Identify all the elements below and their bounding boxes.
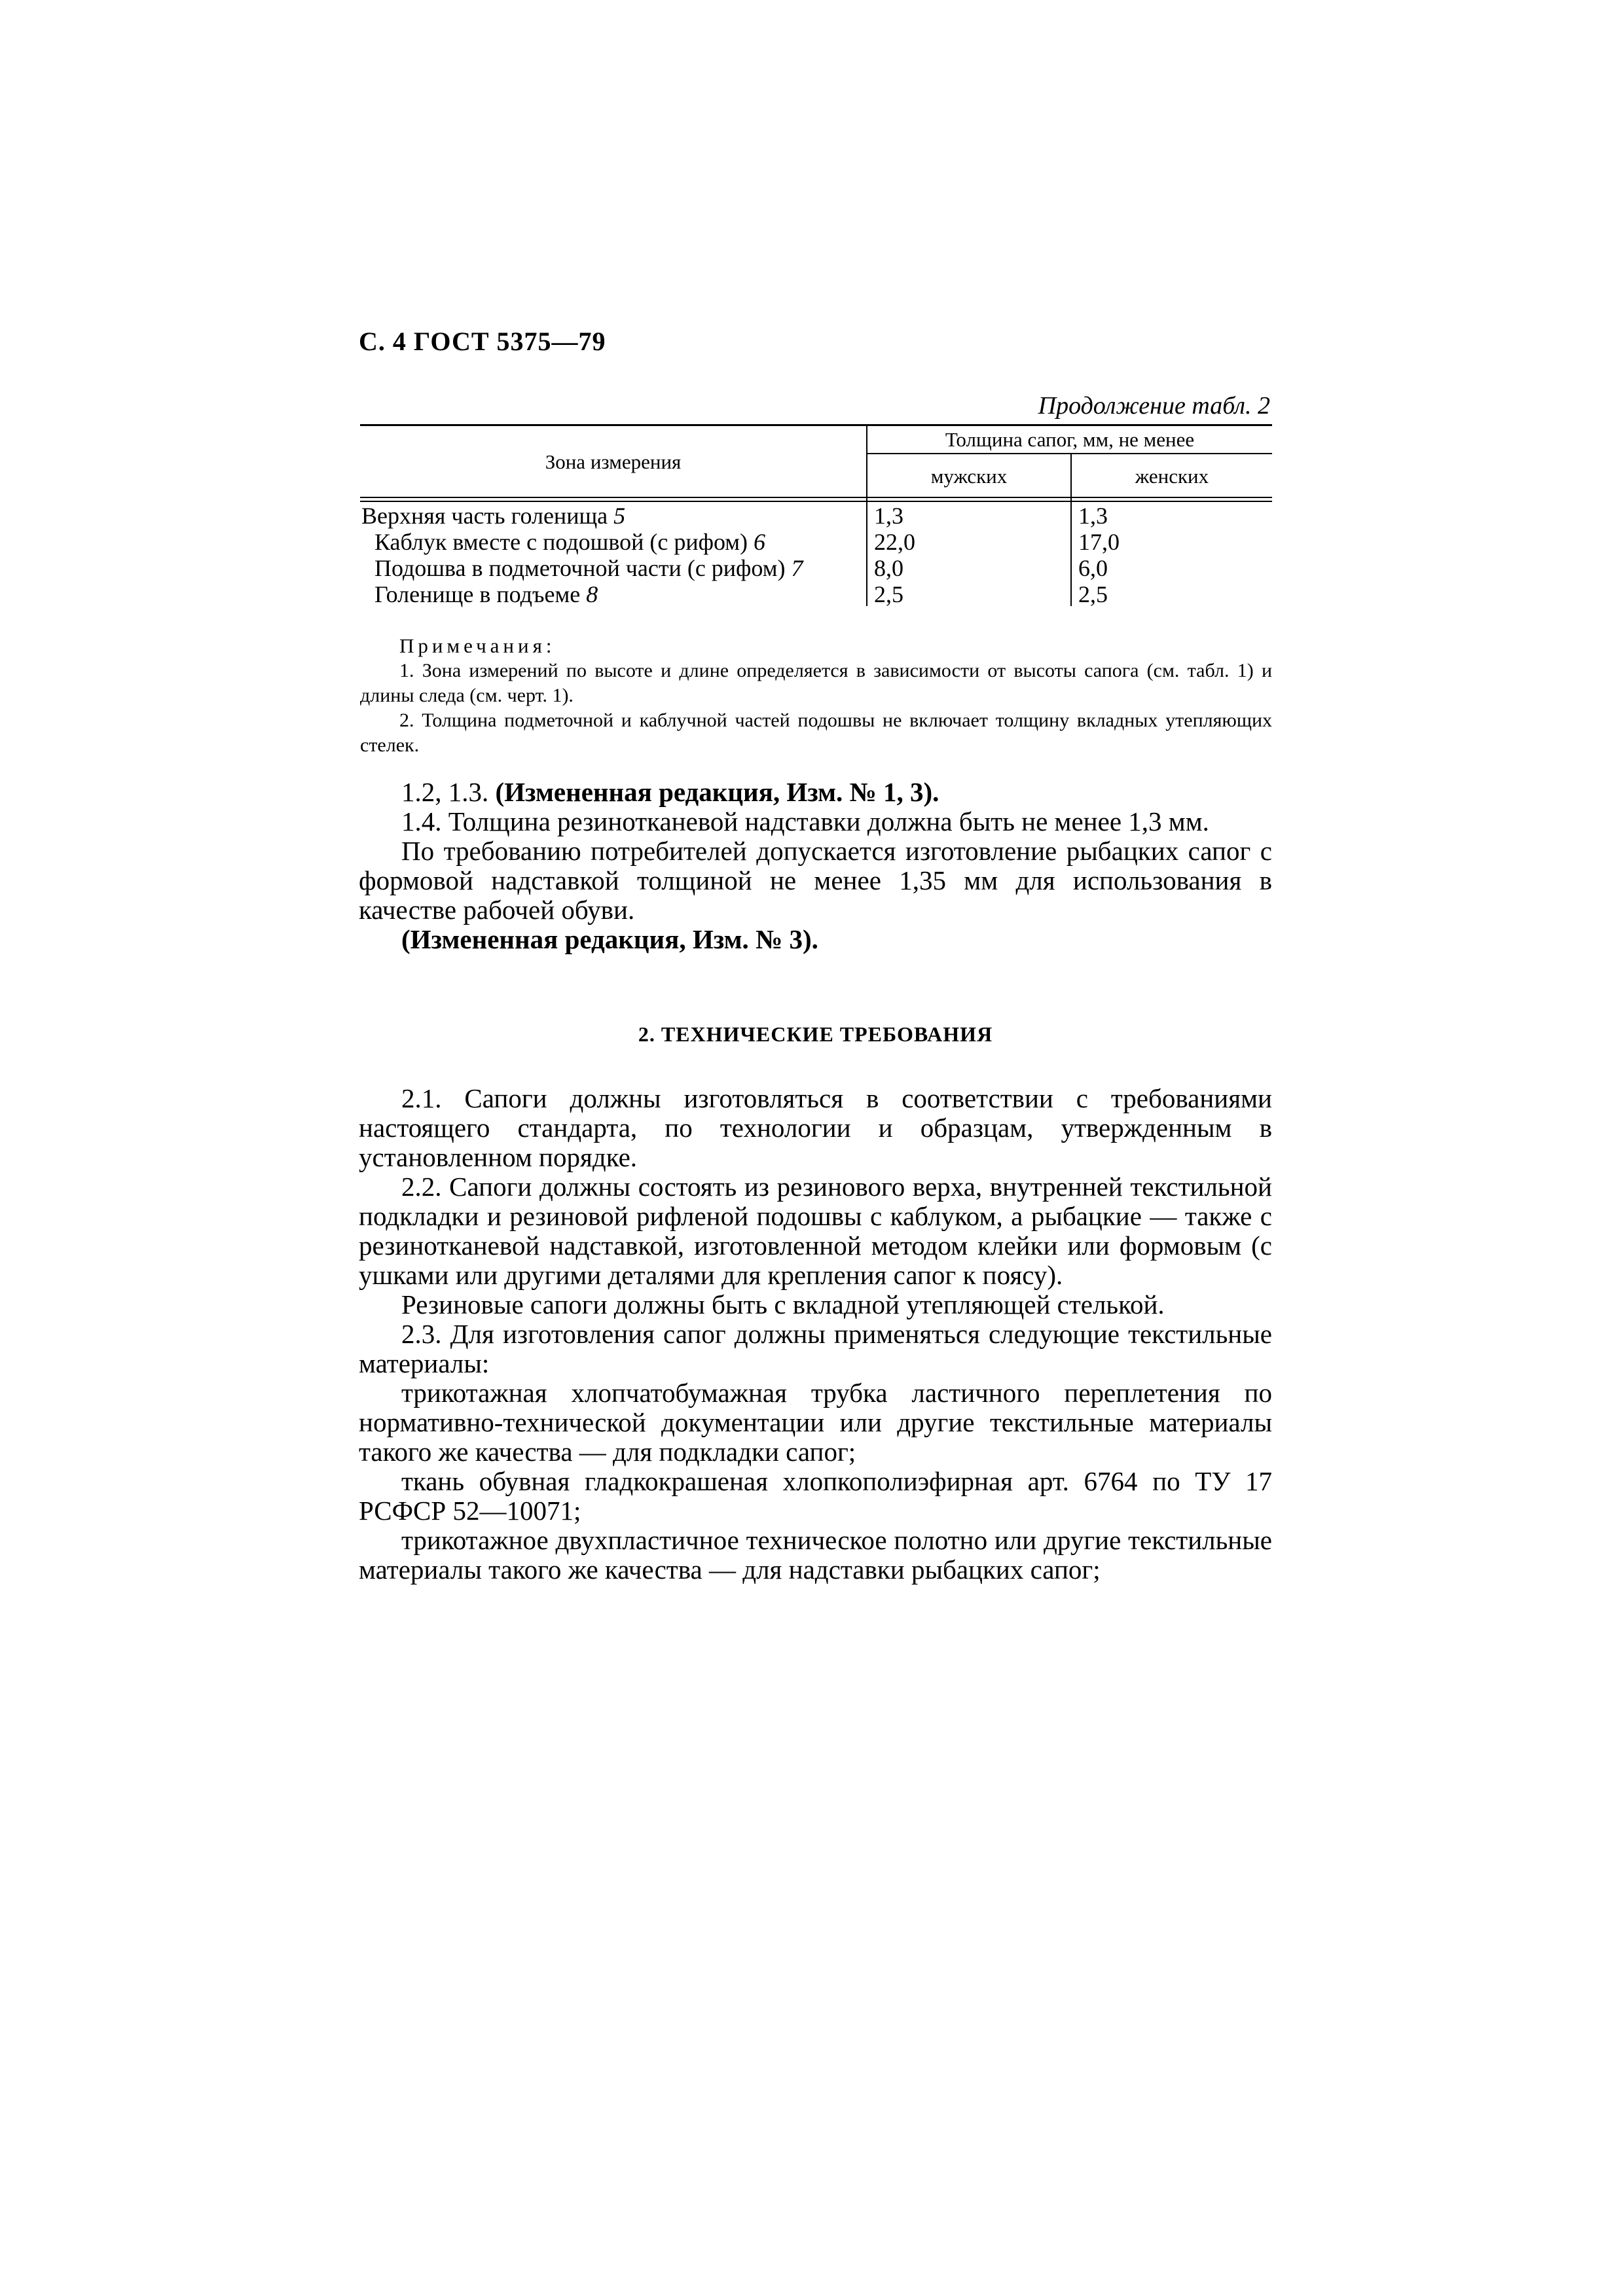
table-row-female: 17,0 [1078,529,1120,555]
table-caption: Продолжение табл. 2 [1038,392,1270,420]
thickness-table [360,424,1272,609]
header-bottom-rule-1 [360,497,1272,498]
notes-title: Примечания: [399,634,556,657]
header-male: мужских [930,465,1008,488]
table-row-male: 8,0 [874,555,903,581]
page-header: С. 4 ГОСТ 5375—79 [359,327,606,356]
table-row-female: 6,0 [1078,555,1108,581]
amendment-3: (Измененная редакция, Изм. № 3). [401,924,818,954]
amendment-1-2-1-3: 1.2, 1.3. (Измененная редакция, Изм. № 1, 3). [401,777,939,807]
note-2: 2. Толщина подметочной и каблучной частей подошвы не включает толщину вкладных утепляющих стелек. [360,709,1272,756]
table-row-zone: Подошва в подметочной части (с рифом) 7 [374,555,803,581]
table-notes [360,634,1272,758]
header-thickness-group: Толщина сапог, мм, не менее [945,428,1195,451]
part1-text [359,778,1272,954]
note-1: 1. Зона измерений по высоте и длине определяется в зависимости от высоты сапога (см. табл. 1) и длины следа (см. черт. 1). [360,660,1272,706]
table-row-male: 22,0 [874,529,915,555]
table-row-zone: Каблук вместе с подошвой (с рифом) 6 [374,529,766,555]
material-fabric: ткань обувная гладкокрашеная хлопкополиэфирная арт. 6764 по ТУ 17 РСФСР 52—10071; [359,1466,1272,1526]
material-lining: трикотажная хлопчатобумажная трубка ластичного переплетения по нормативно-технической документации или другие текстильные материалы такого же качества — для подкладки сапог; [359,1378,1272,1467]
material-extension: трикотажное двухпластичное техническое полотно или другие текстильные материалы такого же качества — для надставки рыбацких сапог; [359,1525,1272,1585]
table-row-male: 2,5 [874,581,903,607]
header-female: женских [1135,465,1209,488]
header-bottom-rule-2 [360,501,1272,502]
table-row-zone: Верхняя часть голенища 5 [361,503,626,529]
table-row-male: 1,3 [874,503,903,529]
table-row-zone: Голенище в подъеме 8 [374,581,598,607]
paragraph-insole: Резиновые сапоги должны быть с вкладной утепляющей стелькой. [401,1289,1165,1319]
section-title: 2. ТЕХНИЧЕСКИЕ ТРЕБОВАНИЯ [638,1022,993,1046]
table-row-female: 2,5 [1078,581,1108,607]
paragraph-2-2: 2.2. Сапоги должны состоять из резинового верха, внутренней текстильной подкладки и резиновой рифленой подошвы с каблуком, а рыбацкие — также с резинотканевой надставкой, изготовленной методом клейки или формовым (с ушками или другими деталями для крепления сапог к поясу). [359,1172,1272,1290]
paragraph-2-3: 2.3. Для изготовления сапог должны применяться следующие текстильные материалы: [359,1319,1272,1378]
table-row-female: 1,3 [1078,503,1108,529]
paragraph-2-1: 2.1. Сапоги должны изготовляться в соответствии с требованиями настоящего стандарта, по технологии и образцам, утвержденным в установленном порядке. [359,1083,1272,1172]
header-zone: Зона измерения [545,450,682,473]
group-header-rule [866,453,1272,454]
paragraph-fishing-boots: По требованию потребителей допускается изготовление рыбацких сапог с формовой надставкой толщиной не менее 1,35 мм для использования в качестве рабочей обуви. [359,836,1272,925]
paragraph-1-4: 1.4. Толщина резинотканевой надставки должна быть не менее 1,3 мм. [401,806,1209,836]
table-top-rule [360,424,1272,426]
section2-text [359,1084,1272,1585]
